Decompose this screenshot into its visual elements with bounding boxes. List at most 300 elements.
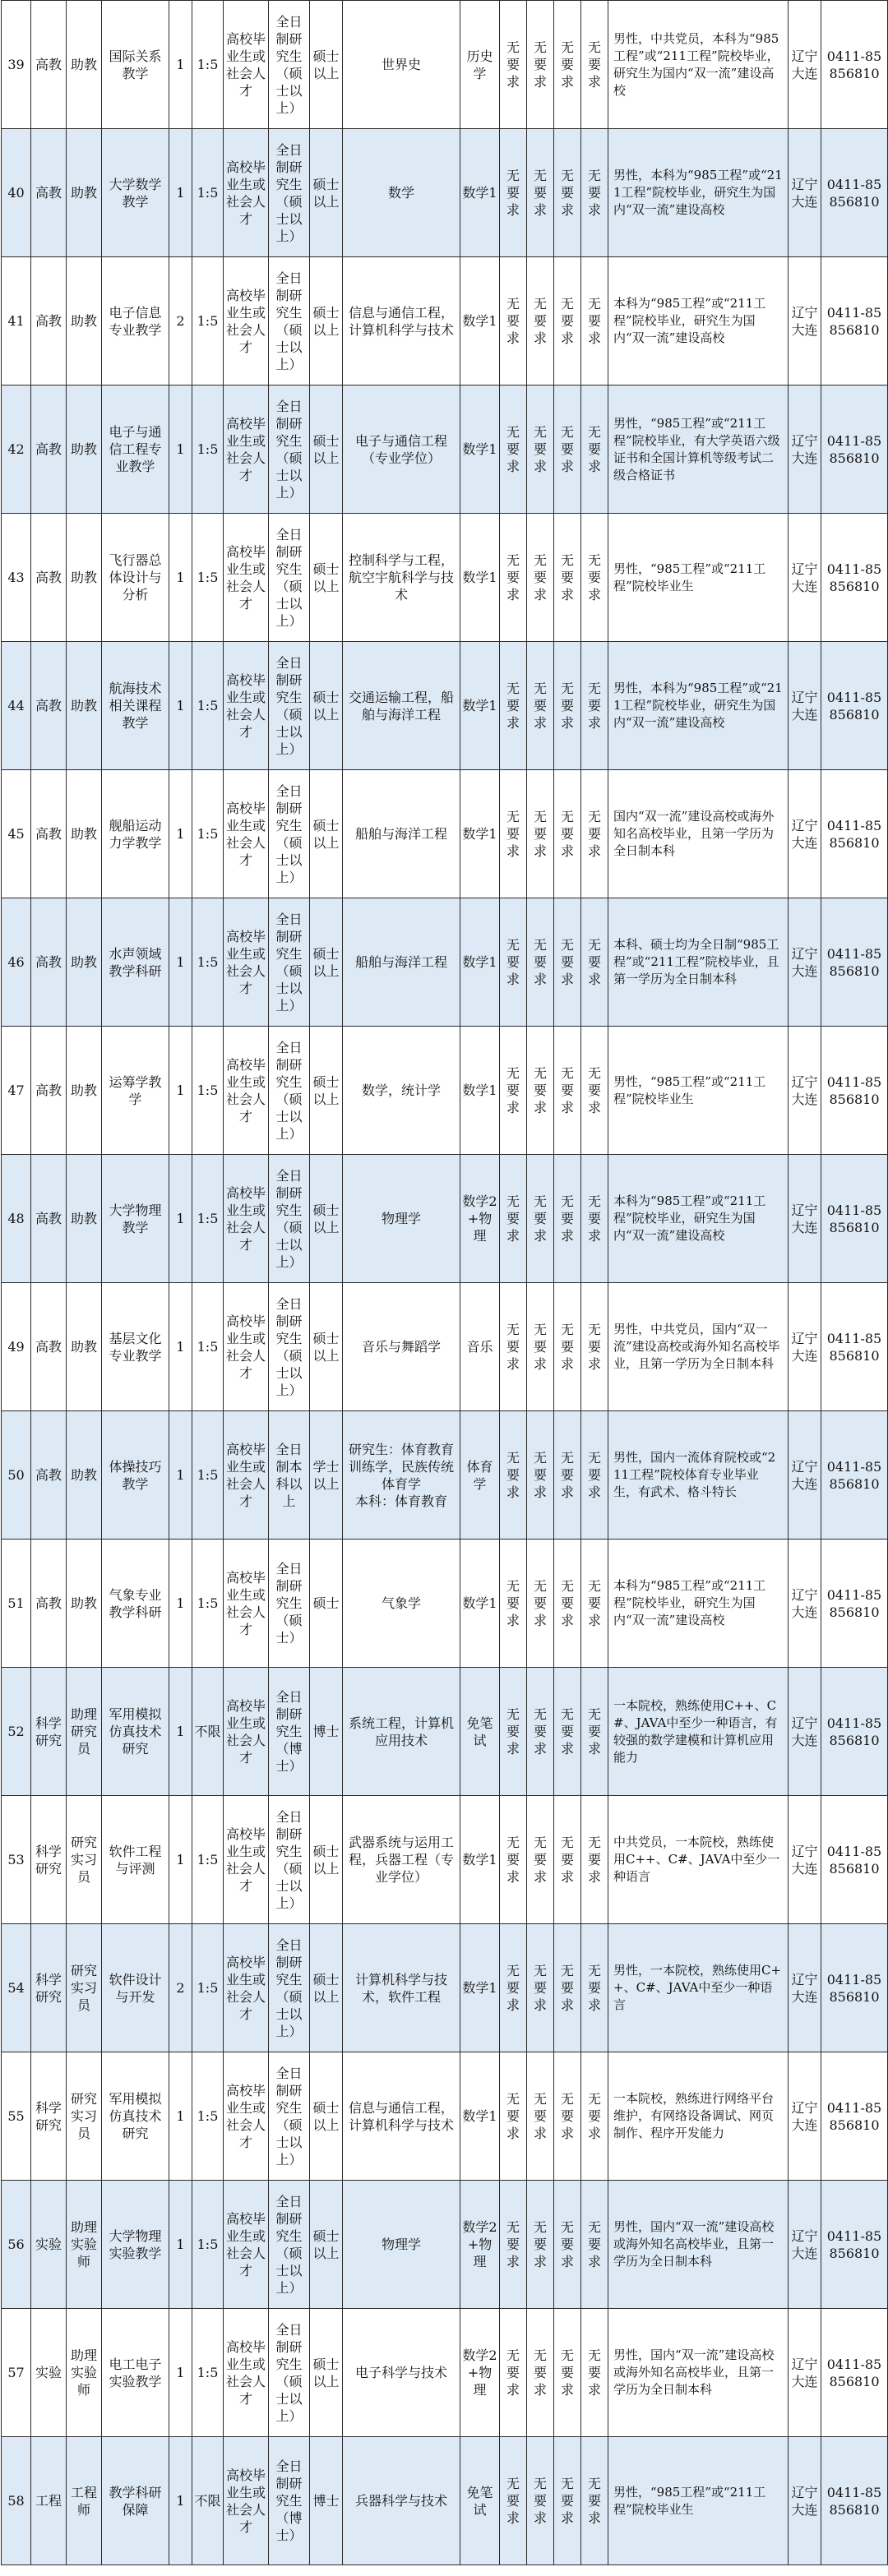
course-cell: 国际关系教学 bbox=[102, 1, 169, 129]
category-cell: 科学研究 bbox=[31, 1924, 67, 2052]
requirement-cell: 无要求 bbox=[500, 2437, 527, 2565]
post-cell: 助教 bbox=[67, 1, 102, 129]
requirement-cell: 无要求 bbox=[581, 1924, 608, 2052]
post-cell: 助理实验师 bbox=[67, 2309, 102, 2437]
education-cell: 全日制研究生（硕士以上） bbox=[269, 2309, 310, 2437]
category-cell: 高教 bbox=[31, 514, 67, 642]
requirement-cell: 无要求 bbox=[500, 1796, 527, 1924]
phone-cell: 0411-85856810 bbox=[821, 1027, 888, 1155]
source-cell: 高校毕业生或社会人才 bbox=[224, 1540, 269, 1668]
location-cell: 辽宁大连 bbox=[789, 1, 821, 129]
post-cell: 工程师 bbox=[67, 2437, 102, 2565]
location-cell: 辽宁大连 bbox=[789, 385, 821, 514]
requirement-cell: 无要求 bbox=[527, 770, 554, 898]
source-cell: 高校毕业生或社会人才 bbox=[224, 1, 269, 129]
education-cell: 全日制研究生（硕士以上） bbox=[269, 1283, 310, 1411]
count-cell: 1 bbox=[169, 2052, 192, 2181]
degree-cell: 硕士以上 bbox=[310, 1, 343, 129]
category-cell: 科学研究 bbox=[31, 1796, 67, 1924]
post-cell: 研究实习员 bbox=[67, 1796, 102, 1924]
location-cell: 辽宁大连 bbox=[789, 642, 821, 770]
major-cell: 计算机科学与技术，软件工程 bbox=[343, 1924, 460, 2052]
degree-cell: 硕士以上 bbox=[310, 514, 343, 642]
count-cell: 1 bbox=[169, 1540, 192, 1668]
other-requirements-cell: 一本院校，熟练使用C++、C#、JAVA中至少一种语言，有较强的数学建模和计算机应用能力 bbox=[608, 1668, 789, 1796]
post-cell: 研究实习员 bbox=[67, 1924, 102, 2052]
category-cell: 高教 bbox=[31, 1540, 67, 1668]
other-requirements-cell: 本科、硕士均为全日制“985工程”或“211工程”院校毕业，且第一学历为全日制本科 bbox=[608, 898, 789, 1027]
phone-cell: 0411-85856810 bbox=[821, 1283, 888, 1411]
requirement-cell: 无要求 bbox=[581, 385, 608, 514]
other-requirements-cell: 男性，“985工程”或“211工程”院校毕业，有大学英语六级证书和全国计算机等级考试二级合格证书 bbox=[608, 385, 789, 514]
location-cell: 辽宁大连 bbox=[789, 1027, 821, 1155]
phone-cell: 0411-85856810 bbox=[821, 1924, 888, 2052]
exam-subject-cell: 历史学 bbox=[460, 1, 500, 129]
exam-subject-cell: 数学1 bbox=[460, 898, 500, 1027]
ratio-cell: 1:5 bbox=[192, 2052, 224, 2181]
degree-cell: 硕士以上 bbox=[310, 2309, 343, 2437]
education-cell: 全日制研究生（博士） bbox=[269, 2437, 310, 2565]
other-requirements-cell: 男性，国内“双一流”建设高校或海外知名高校毕业，且第一学历为全日制本科 bbox=[608, 2181, 789, 2309]
requirement-cell: 无要求 bbox=[581, 129, 608, 257]
ratio-cell: 1:5 bbox=[192, 1540, 224, 1668]
course-cell: 电子信息专业教学 bbox=[102, 257, 169, 385]
course-cell: 体操技巧教学 bbox=[102, 1411, 169, 1540]
post-cell: 助教 bbox=[67, 1155, 102, 1283]
post-cell: 助教 bbox=[67, 1540, 102, 1668]
exam-subject-cell: 数学2+物理 bbox=[460, 1155, 500, 1283]
source-cell: 高校毕业生或社会人才 bbox=[224, 129, 269, 257]
ratio-cell: 1:5 bbox=[192, 1155, 224, 1283]
course-cell: 航海技术相关课程教学 bbox=[102, 642, 169, 770]
requirement-cell: 无要求 bbox=[581, 1155, 608, 1283]
ratio-cell: 1:5 bbox=[192, 770, 224, 898]
major-cell: 电子与通信工程（专业学位） bbox=[343, 385, 460, 514]
course-cell: 飞行器总体设计与分析 bbox=[102, 514, 169, 642]
requirement-cell: 无要求 bbox=[500, 1, 527, 129]
category-cell: 实验 bbox=[31, 2309, 67, 2437]
source-cell: 高校毕业生或社会人才 bbox=[224, 1924, 269, 2052]
education-cell: 全日制研究生（硕士以上） bbox=[269, 1, 310, 129]
requirement-cell: 无要求 bbox=[500, 1411, 527, 1540]
other-requirements-cell: 男性，一本院校，熟练使用C++、C#、JAVA中至少一种语言 bbox=[608, 1924, 789, 2052]
requirement-cell: 无要求 bbox=[500, 257, 527, 385]
ratio-cell: 1:5 bbox=[192, 2309, 224, 2437]
location-cell: 辽宁大连 bbox=[789, 514, 821, 642]
post-cell: 助教 bbox=[67, 1283, 102, 1411]
location-cell: 辽宁大连 bbox=[789, 1283, 821, 1411]
location-cell: 辽宁大连 bbox=[789, 1411, 821, 1540]
requirement-cell: 无要求 bbox=[527, 2309, 554, 2437]
requirement-cell: 无要求 bbox=[500, 2181, 527, 2309]
degree-cell: 硕士以上 bbox=[310, 642, 343, 770]
requirement-cell: 无要求 bbox=[527, 2437, 554, 2565]
source-cell: 高校毕业生或社会人才 bbox=[224, 2181, 269, 2309]
requirement-cell: 无要求 bbox=[581, 2181, 608, 2309]
requirement-cell: 无要求 bbox=[554, 514, 581, 642]
requirement-cell: 无要求 bbox=[527, 1796, 554, 1924]
row-number-cell: 50 bbox=[2, 1411, 31, 1540]
requirement-cell: 无要求 bbox=[527, 1668, 554, 1796]
location-cell: 辽宁大连 bbox=[789, 1796, 821, 1924]
degree-cell: 硕士以上 bbox=[310, 898, 343, 1027]
post-cell: 助教 bbox=[67, 1411, 102, 1540]
requirement-cell: 无要求 bbox=[527, 1283, 554, 1411]
degree-cell: 博士 bbox=[310, 2437, 343, 2565]
requirement-cell: 无要求 bbox=[554, 257, 581, 385]
exam-subject-cell: 数学1 bbox=[460, 514, 500, 642]
degree-cell: 博士 bbox=[310, 1668, 343, 1796]
degree-cell: 硕士以上 bbox=[310, 1283, 343, 1411]
requirement-cell: 无要求 bbox=[500, 898, 527, 1027]
requirement-cell: 无要求 bbox=[554, 1155, 581, 1283]
exam-subject-cell: 数学1 bbox=[460, 1924, 500, 2052]
exam-subject-cell: 体育学 bbox=[460, 1411, 500, 1540]
phone-cell: 0411-85856810 bbox=[821, 1796, 888, 1924]
category-cell: 科学研究 bbox=[31, 1668, 67, 1796]
major-cell: 交通运输工程，船舶与海洋工程 bbox=[343, 642, 460, 770]
requirement-cell: 无要求 bbox=[554, 1796, 581, 1924]
row-number-cell: 54 bbox=[2, 1924, 31, 2052]
degree-cell: 硕士以上 bbox=[310, 770, 343, 898]
requirement-cell: 无要求 bbox=[581, 1027, 608, 1155]
other-requirements-cell: 男性，本科为“985工程”或“211工程”院校毕业，研究生为国内“双一流”建设高校 bbox=[608, 129, 789, 257]
category-cell: 高教 bbox=[31, 385, 67, 514]
exam-subject-cell: 数学2+物理 bbox=[460, 2181, 500, 2309]
requirement-cell: 无要求 bbox=[554, 1283, 581, 1411]
category-cell: 工程 bbox=[31, 2437, 67, 2565]
other-requirements-cell: 中共党员，一本院校，熟练使用C++、C#、JAVA中至少一种语言 bbox=[608, 1796, 789, 1924]
other-requirements-cell: 男性，国内“双一流”建设高校或海外知名高校毕业，且第一学历为全日制本科 bbox=[608, 2309, 789, 2437]
table-row bbox=[2, 1283, 888, 1411]
table-row bbox=[2, 1540, 888, 1668]
requirement-cell: 无要求 bbox=[581, 770, 608, 898]
course-cell: 运筹学教学 bbox=[102, 1027, 169, 1155]
ratio-cell: 1:5 bbox=[192, 642, 224, 770]
source-cell: 高校毕业生或社会人才 bbox=[224, 514, 269, 642]
row-number-cell: 42 bbox=[2, 385, 31, 514]
requirement-cell: 无要求 bbox=[527, 1027, 554, 1155]
category-cell: 科学研究 bbox=[31, 2052, 67, 2181]
major-cell: 武器系统与运用工程，兵器工程（专业学位） bbox=[343, 1796, 460, 1924]
row-number-cell: 51 bbox=[2, 1540, 31, 1668]
exam-subject-cell: 数学1 bbox=[460, 129, 500, 257]
table-row bbox=[2, 2052, 888, 2181]
source-cell: 高校毕业生或社会人才 bbox=[224, 2437, 269, 2565]
requirement-cell: 无要求 bbox=[554, 2181, 581, 2309]
requirement-cell: 无要求 bbox=[500, 385, 527, 514]
major-cell: 物理学 bbox=[343, 2181, 460, 2309]
post-cell: 助理研究员 bbox=[67, 1668, 102, 1796]
count-cell: 1 bbox=[169, 1411, 192, 1540]
count-cell: 1 bbox=[169, 129, 192, 257]
course-cell: 电子与通信工程专业教学 bbox=[102, 385, 169, 514]
requirement-cell: 无要求 bbox=[581, 257, 608, 385]
category-cell: 实验 bbox=[31, 2181, 67, 2309]
ratio-cell: 1:5 bbox=[192, 514, 224, 642]
major-cell: 气象学 bbox=[343, 1540, 460, 1668]
category-cell: 高教 bbox=[31, 1411, 67, 1540]
requirement-cell: 无要求 bbox=[581, 642, 608, 770]
phone-cell: 0411-85856810 bbox=[821, 1540, 888, 1668]
course-cell: 大学数学教学 bbox=[102, 129, 169, 257]
requirement-cell: 无要求 bbox=[581, 2437, 608, 2565]
requirement-cell: 无要求 bbox=[500, 129, 527, 257]
table-row bbox=[2, 257, 888, 385]
degree-cell: 硕士以上 bbox=[310, 2052, 343, 2181]
requirement-cell: 无要求 bbox=[554, 770, 581, 898]
requirement-cell: 无要求 bbox=[554, 1411, 581, 1540]
count-cell: 2 bbox=[169, 257, 192, 385]
education-cell: 全日制研究生（硕士以上） bbox=[269, 642, 310, 770]
phone-cell: 0411-85856810 bbox=[821, 385, 888, 514]
education-cell: 全日制本科以上 bbox=[269, 1411, 310, 1540]
table-row bbox=[2, 642, 888, 770]
row-number-cell: 57 bbox=[2, 2309, 31, 2437]
course-cell: 大学物理实验教学 bbox=[102, 2181, 169, 2309]
ratio-cell: 1:5 bbox=[192, 2181, 224, 2309]
education-cell: 全日制研究生（硕士以上） bbox=[269, 898, 310, 1027]
count-cell: 1 bbox=[169, 1155, 192, 1283]
requirement-cell: 无要求 bbox=[554, 1, 581, 129]
phone-cell: 0411-85856810 bbox=[821, 514, 888, 642]
course-cell: 军用模拟仿真技术研究 bbox=[102, 2052, 169, 2181]
requirement-cell: 无要求 bbox=[527, 1924, 554, 2052]
source-cell: 高校毕业生或社会人才 bbox=[224, 1027, 269, 1155]
course-cell: 水声领域教学科研 bbox=[102, 898, 169, 1027]
phone-cell: 0411-85856810 bbox=[821, 1411, 888, 1540]
source-cell: 高校毕业生或社会人才 bbox=[224, 1155, 269, 1283]
degree-cell: 硕士以上 bbox=[310, 385, 343, 514]
requirement-cell: 无要求 bbox=[554, 642, 581, 770]
major-cell: 船舶与海洋工程 bbox=[343, 770, 460, 898]
education-cell: 全日制研究生（硕士以上） bbox=[269, 2052, 310, 2181]
requirement-cell: 无要求 bbox=[500, 1668, 527, 1796]
requirement-cell: 无要求 bbox=[527, 1540, 554, 1668]
post-cell: 助教 bbox=[67, 770, 102, 898]
other-requirements-cell: 男性，本科为“985工程”或“211工程”院校毕业，研究生为国内“双一流”建设高校 bbox=[608, 642, 789, 770]
post-cell: 助教 bbox=[67, 898, 102, 1027]
requirement-cell: 无要求 bbox=[554, 898, 581, 1027]
education-cell: 全日制研究生（硕士以上） bbox=[269, 129, 310, 257]
location-cell: 辽宁大连 bbox=[789, 2309, 821, 2437]
exam-subject-cell: 免笔试 bbox=[460, 2437, 500, 2565]
count-cell: 1 bbox=[169, 1668, 192, 1796]
category-cell: 高教 bbox=[31, 770, 67, 898]
category-cell: 高教 bbox=[31, 257, 67, 385]
table-row bbox=[2, 2309, 888, 2437]
education-cell: 全日制研究生（硕士以上） bbox=[269, 385, 310, 514]
count-cell: 1 bbox=[169, 1283, 192, 1411]
location-cell: 辽宁大连 bbox=[789, 129, 821, 257]
recruitment-table bbox=[1, 0, 888, 2565]
education-cell: 全日制研究生（硕士） bbox=[269, 1540, 310, 1668]
requirement-cell: 无要求 bbox=[527, 642, 554, 770]
exam-subject-cell: 数学1 bbox=[460, 1540, 500, 1668]
row-number-cell: 44 bbox=[2, 642, 31, 770]
post-cell: 助理实验师 bbox=[67, 2181, 102, 2309]
table-row bbox=[2, 1155, 888, 1283]
ratio-cell: 1:5 bbox=[192, 385, 224, 514]
major-cell: 数学 bbox=[343, 129, 460, 257]
requirement-cell: 无要求 bbox=[581, 1796, 608, 1924]
row-number-cell: 43 bbox=[2, 514, 31, 642]
location-cell: 辽宁大连 bbox=[789, 1668, 821, 1796]
degree-cell: 硕士以上 bbox=[310, 1027, 343, 1155]
table-row bbox=[2, 1668, 888, 1796]
major-cell: 信息与通信工程，计算机科学与技术 bbox=[343, 257, 460, 385]
degree-cell: 硕士以上 bbox=[310, 129, 343, 257]
phone-cell: 0411-85856810 bbox=[821, 2437, 888, 2565]
requirement-cell: 无要求 bbox=[581, 898, 608, 1027]
post-cell: 助教 bbox=[67, 385, 102, 514]
education-cell: 全日制研究生（硕士以上） bbox=[269, 770, 310, 898]
education-cell: 全日制研究生（硕士以上） bbox=[269, 514, 310, 642]
requirement-cell: 无要求 bbox=[527, 129, 554, 257]
degree-cell: 硕士以上 bbox=[310, 257, 343, 385]
education-cell: 全日制研究生（硕士以上） bbox=[269, 1027, 310, 1155]
table-body bbox=[2, 1, 888, 2565]
row-number-cell: 45 bbox=[2, 770, 31, 898]
post-cell: 助教 bbox=[67, 1027, 102, 1155]
phone-cell: 0411-85856810 bbox=[821, 898, 888, 1027]
requirement-cell: 无要求 bbox=[500, 1924, 527, 2052]
degree-cell: 硕士以上 bbox=[310, 1155, 343, 1283]
source-cell: 高校毕业生或社会人才 bbox=[224, 257, 269, 385]
table-row bbox=[2, 1796, 888, 1924]
count-cell: 1 bbox=[169, 2181, 192, 2309]
major-cell: 系统工程，计算机应用技术 bbox=[343, 1668, 460, 1796]
post-cell: 助教 bbox=[67, 257, 102, 385]
post-cell: 研究实习员 bbox=[67, 2052, 102, 2181]
requirement-cell: 无要求 bbox=[500, 514, 527, 642]
category-cell: 高教 bbox=[31, 898, 67, 1027]
phone-cell: 0411-85856810 bbox=[821, 642, 888, 770]
requirement-cell: 无要求 bbox=[581, 514, 608, 642]
row-number-cell: 56 bbox=[2, 2181, 31, 2309]
location-cell: 辽宁大连 bbox=[789, 2052, 821, 2181]
count-cell: 1 bbox=[169, 642, 192, 770]
phone-cell: 0411-85856810 bbox=[821, 257, 888, 385]
ratio-cell: 1:5 bbox=[192, 129, 224, 257]
other-requirements-cell: 本科为“985工程”或“211工程”院校毕业，研究生为国内“双一流”建设高校 bbox=[608, 1540, 789, 1668]
exam-subject-cell: 数学1 bbox=[460, 257, 500, 385]
phone-cell: 0411-85856810 bbox=[821, 1155, 888, 1283]
row-number-cell: 40 bbox=[2, 129, 31, 257]
location-cell: 辽宁大连 bbox=[789, 898, 821, 1027]
location-cell: 辽宁大连 bbox=[789, 1924, 821, 2052]
requirement-cell: 无要求 bbox=[527, 898, 554, 1027]
row-number-cell: 55 bbox=[2, 2052, 31, 2181]
course-cell: 大学物理教学 bbox=[102, 1155, 169, 1283]
course-cell: 教学科研保障 bbox=[102, 2437, 169, 2565]
phone-cell: 0411-85856810 bbox=[821, 2309, 888, 2437]
requirement-cell: 无要求 bbox=[581, 1668, 608, 1796]
requirement-cell: 无要求 bbox=[554, 2309, 581, 2437]
requirement-cell: 无要求 bbox=[527, 385, 554, 514]
education-cell: 全日制研究生（硕士以上） bbox=[269, 257, 310, 385]
table-row bbox=[2, 1, 888, 129]
row-number-cell: 52 bbox=[2, 1668, 31, 1796]
count-cell: 1 bbox=[169, 1, 192, 129]
other-requirements-cell: 男性，国内一流体育院校或“211工程”院校体育专业毕业生，有武术、格斗特长 bbox=[608, 1411, 789, 1540]
count-cell: 1 bbox=[169, 2309, 192, 2437]
count-cell: 1 bbox=[169, 1027, 192, 1155]
requirement-cell: 无要求 bbox=[500, 2309, 527, 2437]
location-cell: 辽宁大连 bbox=[789, 1155, 821, 1283]
other-requirements-cell: 国内“双一流”建设高校或海外知名高校毕业，且第一学历为全日制本科 bbox=[608, 770, 789, 898]
requirement-cell: 无要求 bbox=[527, 2181, 554, 2309]
source-cell: 高校毕业生或社会人才 bbox=[224, 1411, 269, 1540]
location-cell: 辽宁大连 bbox=[789, 2181, 821, 2309]
row-number-cell: 41 bbox=[2, 257, 31, 385]
ratio-cell: 1:5 bbox=[192, 1411, 224, 1540]
location-cell: 辽宁大连 bbox=[789, 2437, 821, 2565]
other-requirements-cell: 本科为“985工程”或“211工程”院校毕业，研究生为国内“双一流”建设高校 bbox=[608, 257, 789, 385]
exam-subject-cell: 数学2+物理 bbox=[460, 2309, 500, 2437]
phone-cell: 0411-85856810 bbox=[821, 2052, 888, 2181]
row-number-cell: 46 bbox=[2, 898, 31, 1027]
other-requirements-cell: 本科为“985工程”或“211工程”院校毕业，研究生为国内“双一流”建设高校 bbox=[608, 1155, 789, 1283]
requirement-cell: 无要求 bbox=[500, 1155, 527, 1283]
other-requirements-cell: 一本院校，熟练进行网络平台维护，有网络设备调试、网页制作、程序开发能力 bbox=[608, 2052, 789, 2181]
requirement-cell: 无要求 bbox=[500, 1027, 527, 1155]
other-requirements-cell: 男性，中共党员，国内“双一流”建设高校或海外知名高校毕业，且第一学历为全日制本科 bbox=[608, 1283, 789, 1411]
table-row bbox=[2, 1027, 888, 1155]
course-cell: 气象专业教学科研 bbox=[102, 1540, 169, 1668]
row-number-cell: 39 bbox=[2, 1, 31, 129]
requirement-cell: 无要求 bbox=[527, 1411, 554, 1540]
location-cell: 辽宁大连 bbox=[789, 770, 821, 898]
other-requirements-cell: 男性，“985工程”或“211工程”院校毕业生 bbox=[608, 514, 789, 642]
post-cell: 助教 bbox=[67, 642, 102, 770]
major-cell: 电子科学与技术 bbox=[343, 2309, 460, 2437]
ratio-cell: 1:5 bbox=[192, 1796, 224, 1924]
requirement-cell: 无要求 bbox=[527, 1155, 554, 1283]
course-cell: 软件工程与评测 bbox=[102, 1796, 169, 1924]
major-cell: 信息与通信工程，计算机科学与技术 bbox=[343, 2052, 460, 2181]
source-cell: 高校毕业生或社会人才 bbox=[224, 1796, 269, 1924]
table-row bbox=[2, 1411, 888, 1540]
major-cell: 船舶与海洋工程 bbox=[343, 898, 460, 1027]
requirement-cell: 无要求 bbox=[554, 385, 581, 514]
table-row bbox=[2, 129, 888, 257]
requirement-cell: 无要求 bbox=[581, 1, 608, 129]
ratio-cell: 不限 bbox=[192, 1668, 224, 1796]
other-requirements-cell: 男性，中共党员，本科为“985工程”或“211工程”院校毕业，研究生为国内“双一流”建设高校 bbox=[608, 1, 789, 129]
exam-subject-cell: 数学1 bbox=[460, 1796, 500, 1924]
exam-subject-cell: 数学1 bbox=[460, 770, 500, 898]
row-number-cell: 49 bbox=[2, 1283, 31, 1411]
category-cell: 高教 bbox=[31, 1155, 67, 1283]
requirement-cell: 无要求 bbox=[527, 257, 554, 385]
row-number-cell: 47 bbox=[2, 1027, 31, 1155]
requirement-cell: 无要求 bbox=[554, 1668, 581, 1796]
degree-cell: 硕士以上 bbox=[310, 1796, 343, 1924]
requirement-cell: 无要求 bbox=[500, 1540, 527, 1668]
exam-subject-cell: 数学1 bbox=[460, 2052, 500, 2181]
education-cell: 全日制研究生（硕士以上） bbox=[269, 1796, 310, 1924]
exam-subject-cell: 数学1 bbox=[460, 1027, 500, 1155]
ratio-cell: 1:5 bbox=[192, 1027, 224, 1155]
category-cell: 高教 bbox=[31, 1, 67, 129]
education-cell: 全日制研究生（硕士以上） bbox=[269, 2181, 310, 2309]
requirement-cell: 无要求 bbox=[581, 1283, 608, 1411]
requirement-cell: 无要求 bbox=[554, 1027, 581, 1155]
degree-cell: 硕士以上 bbox=[310, 2181, 343, 2309]
education-cell: 全日制研究生（硕士以上） bbox=[269, 1155, 310, 1283]
requirement-cell: 无要求 bbox=[500, 770, 527, 898]
